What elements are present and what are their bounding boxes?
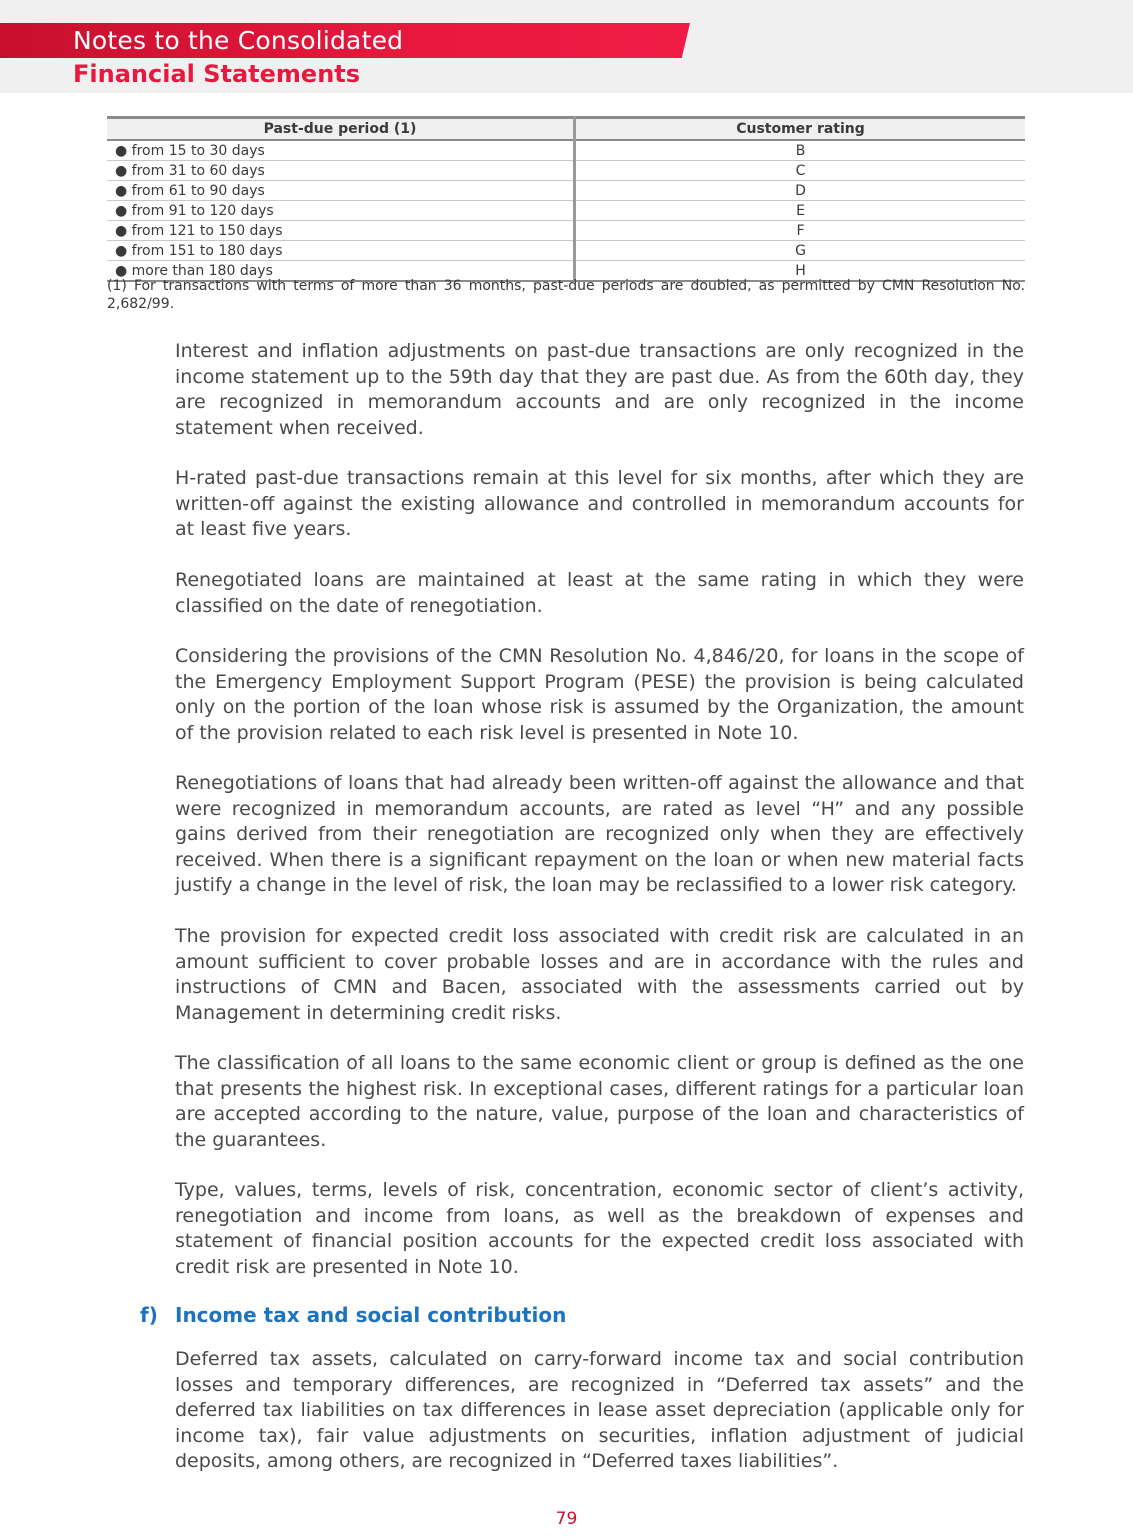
table-row xyxy=(107,161,1025,181)
column-header-customer-rating: Customer rating xyxy=(575,118,1026,141)
past-due-period-cell: ● from 15 to 30 days xyxy=(107,140,575,161)
past-due-period-text: from 61 to 90 days xyxy=(131,182,265,199)
header-subtitle: Financial Statements xyxy=(73,60,361,88)
past-due-period-cell: ● from 31 to 60 days xyxy=(107,161,575,181)
paragraph-note-10-reference: Type, values, terms, levels of risk, concentration, economic sector of client’s activity, renegotiation and income from loans, as well as the breakdown of expenses and statement of financial position accounts for the expected credit loss associated with credit risk are presented in Note 10. xyxy=(175,1179,1024,1278)
past-due-period-text: from 151 to 180 days xyxy=(131,242,283,259)
paragraph-renegotiations-written-off: Renegotiations of loans that had already been written-off against the allowance and that were recognized in memorandum accounts, are rated as level “H” and any possible gains derived from their renegotiation are recognized only when they are effectively received. When there is a significant repayment on the loan or when new material facts justify a change in the level of risk, the loan may be reclassified to a lower risk category. xyxy=(175,772,1024,896)
section-heading-income-tax: Income tax and social contribution xyxy=(175,1303,567,1327)
paragraph-classification: The classification of all loans to the same economic client or group is defined as the one that presents the highest risk. In exceptional cases, different ratings for a particular loan are accepted according to the nature, value, purpose of the loan and characteristics of the guarantees. xyxy=(175,1052,1024,1151)
past-due-period-cell: ● from 121 to 150 days xyxy=(107,221,575,241)
paragraph-h-rated-transactions: H-rated past-due transactions remain at this level for six months, after which they are written-off against the existing allowance and controlled in memorandum accounts for at least five years. xyxy=(175,467,1024,540)
table-row xyxy=(107,221,1025,241)
past-due-rating-table xyxy=(107,116,1025,282)
customer-rating-cell: E xyxy=(575,201,1026,221)
past-due-period-text: from 91 to 120 days xyxy=(131,202,274,219)
table-row xyxy=(107,201,1025,221)
page-number: 79 xyxy=(555,1509,578,1529)
section-letter: f) xyxy=(140,1303,158,1327)
header-title: Notes to the Consolidated xyxy=(73,26,404,55)
table-row xyxy=(107,181,1025,201)
paragraph-expected-credit-loss: The provision for expected credit loss associated with credit risk are calculated in an amount sufficient to cover probable losses and are in accordance with the rules and instructions of CMN and Bacen, associated with the assessments carried out by Management in determining credit risks. xyxy=(175,925,1024,1024)
column-header-past-due-period: Past-due period (1) xyxy=(107,118,575,141)
paragraph-pese-provision: Considering the provisions of the CMN Resolution No. 4,846/20, for loans in the scope of the Emergency Employment Support Program (PESE) the provision is being calculated only on the portion of the loan whose risk is assumed by the Organization, the amount of the provision related to each risk level is presented in Note 10. xyxy=(175,645,1024,744)
customer-rating-cell: H xyxy=(575,261,1026,282)
paragraph-deferred-tax: Deferred tax assets, calculated on carry-forward income tax and social contribution losses and temporary differences, are recognized in “Deferred tax assets” and the deferred tax liabilities on tax differences in lease asset depreciation (applicable only for income tax), fair value adjustments on securities, inflation adjustment of judicial deposits, among others, are recognized in “Deferred taxes liabilities”. xyxy=(175,1348,1024,1472)
paragraph-renegotiated-loans: Renegotiated loans are maintained at least at the same rating in which they were classified on the date of renegotiation. xyxy=(175,569,1024,617)
paragraph-interest-adjustments: Interest and inflation adjustments on past-due transactions are only recognized in the income statement up to the 59th day that they are past due. As from the 60th day, they are recognized in memorandum accounts and are only recognized in the income statement when received. xyxy=(175,340,1024,439)
past-due-period-cell: ● from 61 to 90 days xyxy=(107,181,575,201)
table-header-row xyxy=(107,118,1025,141)
past-due-period-cell: ● more than 180 days xyxy=(107,261,575,282)
past-due-period-text: from 121 to 150 days xyxy=(131,222,283,239)
past-due-period-text: more than 180 days xyxy=(131,262,273,279)
customer-rating-cell: D xyxy=(575,181,1026,201)
past-due-period-cell: ● from 151 to 180 days xyxy=(107,241,575,261)
past-due-period-text: from 15 to 30 days xyxy=(131,142,265,159)
past-due-period-text: from 31 to 60 days xyxy=(131,162,265,179)
customer-rating-cell: F xyxy=(575,221,1026,241)
table-row xyxy=(107,140,1025,161)
past-due-period-cell: ● from 91 to 120 days xyxy=(107,201,575,221)
table-footnote: (1) For transactions with terms of more than 36 months, past-due periods are doubled, as permitted by CMN Resolution No. 2,682/99. xyxy=(107,278,1025,312)
table-row xyxy=(107,241,1025,261)
customer-rating-cell: C xyxy=(575,161,1026,181)
customer-rating-cell: G xyxy=(575,241,1026,261)
customer-rating-cell: B xyxy=(575,140,1026,161)
